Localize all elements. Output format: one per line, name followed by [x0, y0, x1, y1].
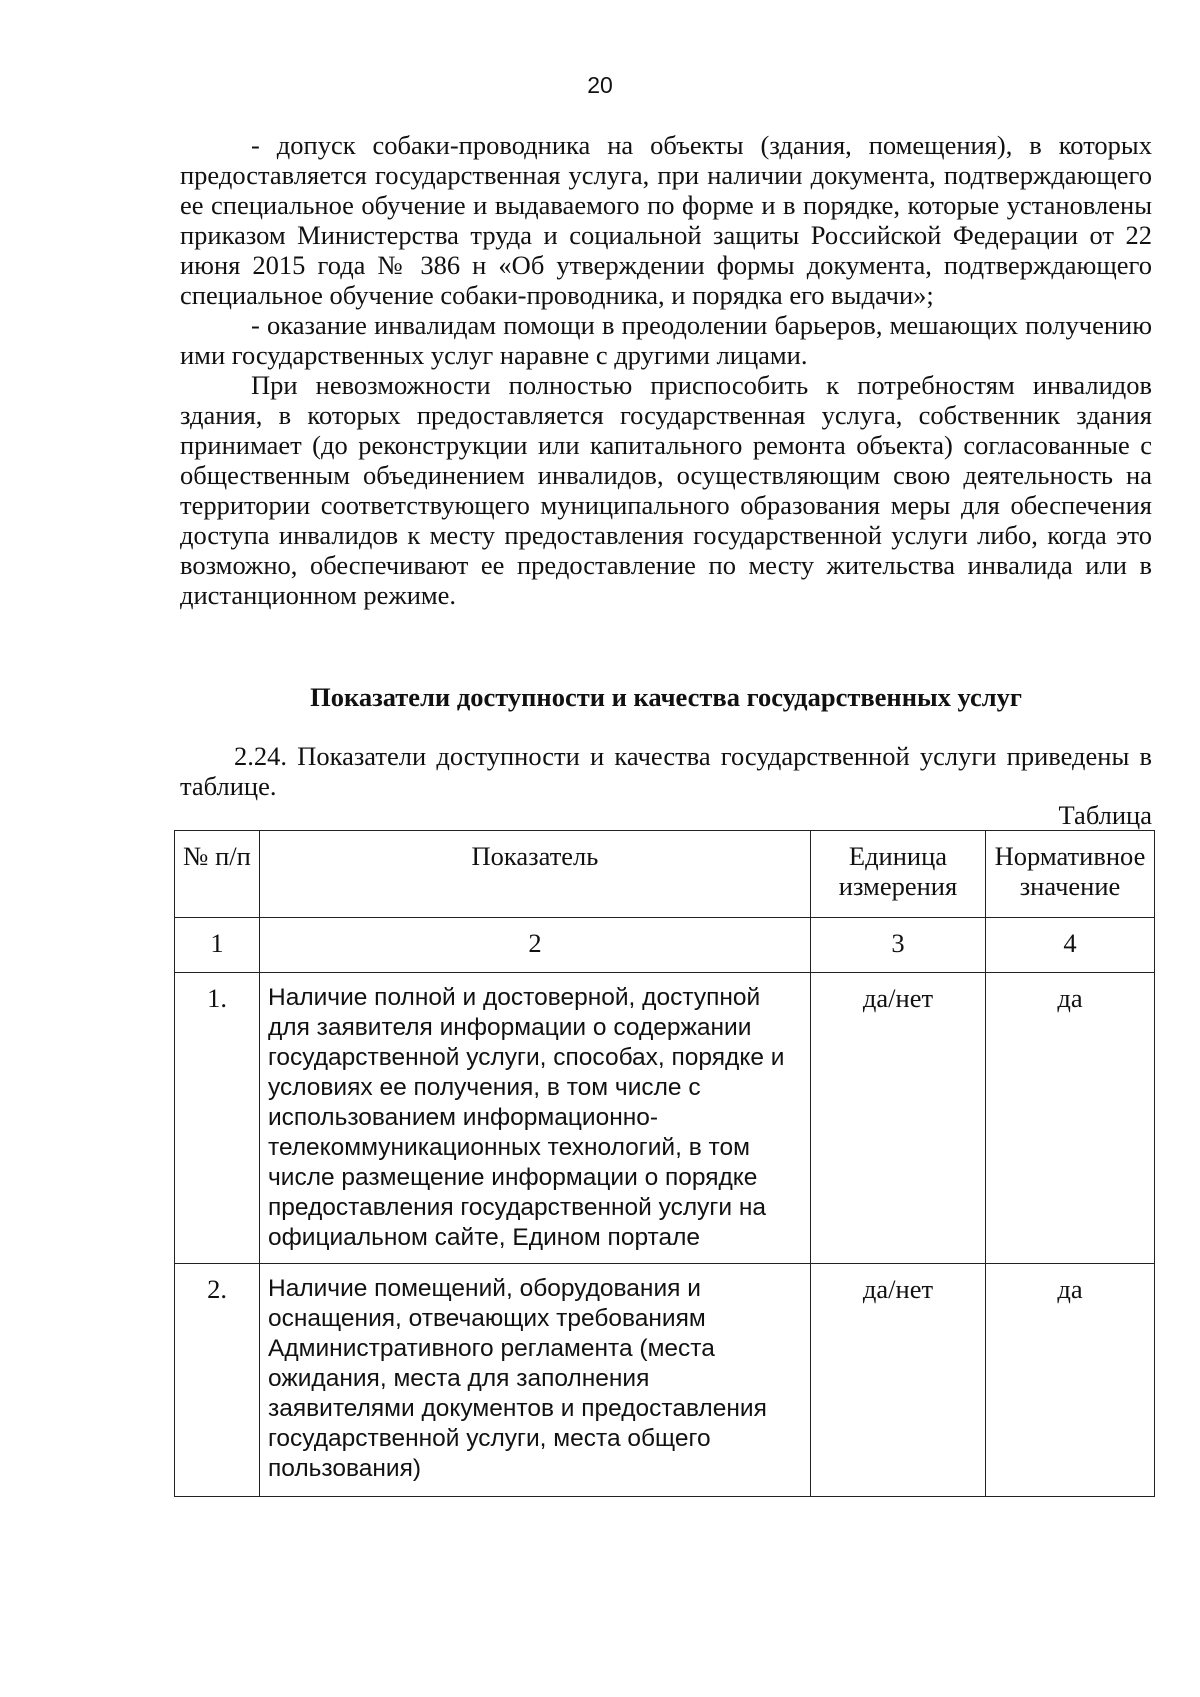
- row-unit: да/нет: [810, 973, 985, 1264]
- paragraph-accessibility-measures: При невозможности полностью приспособить к потребностям инвалидов здания, в которых предоставляется государственная услуга, собственник здания принимает (до реконструкции или капитального ремонта объекта) согласованные с общественным объединением инвалидов, осуществляющим свою деятельность на территории соответствующего муниципального образования меры для обеспечения доступа инвалидов к месту предоставления государственной услуги либо, когда это возможно, обеспечивают ее предоставление по месту жительства инвалида или в дистанционном режиме.: [180, 370, 1152, 610]
- row-indicator: Наличие полной и достоверной, доступной для заявителя информации о содержании государственной услуги, способах, порядке и условиях ее получения, в том числе с использованием информационно-телекоммуникационных технологий, в том числе размещение информации о порядке предоставления государственной услуги на официальном сайте, Едином портале: [260, 973, 811, 1264]
- row-norm: да: [986, 1264, 1155, 1497]
- row-number: 1.: [175, 973, 260, 1264]
- row-norm: да: [986, 973, 1155, 1264]
- column-number-row: [175, 918, 1155, 973]
- column-number-4: 4: [986, 918, 1155, 973]
- table-header-row: [175, 831, 1155, 918]
- row-unit: да/нет: [810, 1264, 985, 1497]
- header-norm: Нормативное значение: [986, 831, 1155, 918]
- page-number: 20: [587, 72, 613, 98]
- table-row: [175, 1264, 1155, 1497]
- table-row: [175, 973, 1155, 1264]
- intro-paragraph: 2.24. Показатели доступности и качества государственной услуги приведены в таблице.: [180, 741, 1152, 801]
- column-number-2: 2: [260, 918, 811, 973]
- header-indicator: Показатель: [260, 831, 811, 918]
- row-number: 2.: [175, 1264, 260, 1497]
- column-number-1: 1: [175, 918, 260, 973]
- indicators-table: [174, 830, 1155, 1497]
- paragraph-guide-dog: - допуск собаки-проводника на объекты (здания, помещения), в которых предоставляется государственная услуга, при наличии документа, подтверждающего ее специальное обучение и выдаваемого по форме и в порядке, которые установлены приказом Министерства труда и социальной защиты Российской Федерации от 22 июня 2015 года № 386 н «Об утверждении формы документа, подтверждающего специальное обучение собаки-проводника, и порядка его выдачи»;: [180, 130, 1152, 310]
- body-text: [180, 130, 1152, 610]
- section-heading: Показатели доступности и качества государственных услуг: [310, 682, 1022, 712]
- header-unit: Единица измерения: [810, 831, 985, 918]
- header-number: № п/п: [175, 831, 260, 918]
- row-indicator: Наличие помещений, оборудования и оснащения, отвечающих требованиям Административного регламента (места ожидания, места для заполнения заявителями документов и предоставления государственной услуги, места общего пользования): [260, 1264, 811, 1497]
- table-caption: Таблица: [1058, 800, 1152, 830]
- column-number-3: 3: [810, 918, 985, 973]
- paragraph-assistance: - оказание инвалидам помощи в преодолении барьеров, мешающих получению ими государственных услуг наравне с другими лицами.: [180, 310, 1152, 370]
